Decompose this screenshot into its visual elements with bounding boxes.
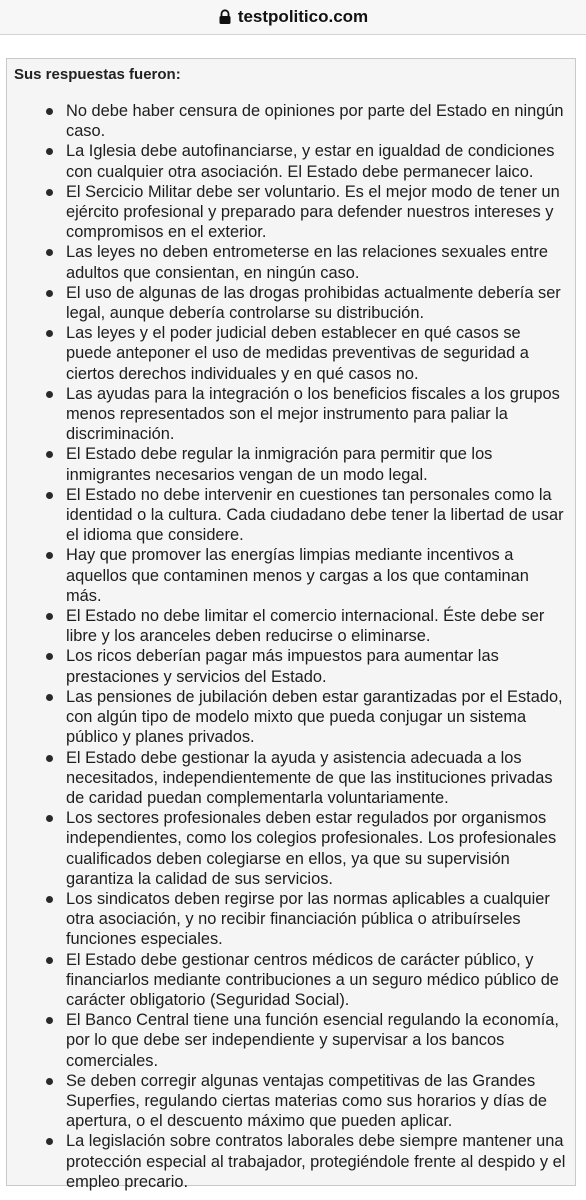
answer-text: El Estado debe gestionar centros médicos de carácter público, y financiarlos mediante contribuciones a un seguro médico público de carácter obligatorio (Seguridad Social). [66, 950, 559, 1009]
answer-item [7, 748, 577, 809]
answer-item [7, 545, 577, 606]
bullet-icon [46, 896, 53, 903]
answer-item [7, 182, 577, 243]
answer-item [7, 646, 577, 686]
answer-item [7, 808, 577, 889]
answer-text: No debe haber censura de opiniones por parte del Estado en ningún caso. [66, 102, 564, 141]
answer-item [7, 1010, 577, 1071]
answer-text: Los sectores profesionales deben estar regulados por organismos independientes, como los colegios profesionales. Los profesionales cualificados deben colegiarse en ellos, ya que su supervisión garantiza la calidad de sus servicios. [66, 809, 557, 888]
answers-heading: Sus respuestas fueron: [14, 66, 181, 83]
bullet-icon [46, 249, 53, 256]
answer-text: El Estado no debe intervenir en cuestiones tan personales como la identidad o la cultura. Cada ciudadano debe tener la libertad de usar el idioma que considere. [66, 485, 564, 545]
bullet-icon [46, 815, 53, 822]
answer-text: El Estado debe gestionar la ayuda y asistencia adecuada a los necesitados, independientemente de que las instituciones privadas de caridad puedan complementarla voluntariamente. [66, 748, 553, 807]
answer-text: Las pensiones de jubilación deben estar garantizadas por el Estado, con algún tipo de modelo mixto que pueda conjugar un sistema público y planes privados. [66, 687, 563, 747]
url-text: testpolitico.com [237, 7, 369, 26]
answer-item [7, 485, 577, 546]
url-display[interactable] [218, 7, 368, 27]
answer-text: Los ricos deberían pagar más impuestos para aumentar las prestaciones y servicios del Estado. [66, 647, 499, 686]
answer-text: Los sindicatos deben regirse por las normas aplicables a cualquier otra asociación, y no recibir financiación pública o atribuírseles funciones especiales. [66, 889, 550, 949]
bullet-icon [46, 189, 53, 196]
answer-item [7, 444, 577, 484]
answer-text: Las leyes no deben entrometerse en las relaciones sexuales entre adultos que consientan, en ningún caso. [66, 243, 548, 282]
answer-text: La Iglesia debe autofinanciarse, y estar en igualdad de condiciones con cualquier otra asociación. El Estado debe permanecer laico. [66, 142, 555, 181]
bullet-icon [46, 1017, 53, 1024]
answers-panel [6, 58, 576, 1191]
bullet-icon [46, 391, 53, 398]
bullet-icon [46, 148, 53, 155]
bullet-icon [46, 451, 53, 458]
answer-text: La legislación sobre contratos laborales debe siempre mantener una protección especial al trabajador, protegiéndole frente al despido y el empleo precario. [66, 1132, 566, 1191]
bullet-icon [46, 552, 53, 559]
answer-item [7, 384, 577, 445]
bullet-icon [46, 492, 53, 499]
answer-item [7, 606, 577, 646]
answer-item [7, 1131, 577, 1192]
lock-icon [218, 9, 232, 25]
answer-item [7, 323, 577, 384]
answer-text: El Estado debe regular la inmigración para permitir que los inmigrantes necesarios vengan de un modo legal. [66, 445, 493, 484]
answer-item [7, 687, 577, 748]
answer-item [7, 1071, 577, 1132]
answer-text: El Banco Central tiene una función esencial regulando la economía, por lo que debe ser independiente y supervisar a los bancos comerciales. [66, 1011, 559, 1070]
answers-list [7, 101, 577, 1192]
bullet-icon [46, 694, 53, 701]
answer-text: El Estado no debe limitar el comercio internacional. Éste debe ser libre y los aranceles deben reducirse o eliminarse. [66, 607, 545, 646]
bullet-icon [46, 290, 53, 297]
bullet-icon [46, 613, 53, 620]
bullet-icon [46, 755, 53, 762]
answer-item [7, 101, 577, 141]
bullet-icon [46, 108, 53, 115]
answer-text: El Sercicio Militar debe ser voluntario. Es el mejor modo de tener un ejército profesional y preparado para defender nuestros intereses y compromisos en el exterior. [66, 182, 560, 242]
answer-item [7, 283, 577, 323]
answer-text: Se deben corregir algunas ventajas competitivas de las Grandes Superfies, regulando ciertas materias como sus horarios y días de apertura, o el descuento máximo que pueden aplicar. [66, 1071, 548, 1131]
answer-text: Las ayudas para la integración o los beneficios fiscales a los grupos menos representados son el mejor instrumento para paliar la discriminación. [66, 384, 560, 444]
answer-item [7, 889, 577, 950]
bullet-icon [46, 653, 53, 660]
answer-text: Hay que promover las energías limpias mediante incentivos a aquellos que contaminen menos y cargas a los que contaminan más. [66, 546, 529, 605]
answer-item [7, 950, 577, 1011]
bullet-icon [46, 1078, 53, 1085]
answer-item [7, 141, 577, 181]
answer-item [7, 242, 577, 282]
bullet-icon [46, 1138, 53, 1145]
answer-text: Las leyes y el poder judicial deben establecer en qué casos se puede anteponer el uso de medidas preventivas de seguridad a ciertos derechos individuales y en qué casos no. [66, 324, 529, 383]
answer-text: El uso de algunas de las drogas prohibidas actualmente debería ser legal, aunque debería controlarse su distribución. [66, 283, 561, 323]
browser-address-bar[interactable] [0, 0, 586, 35]
bullet-icon [46, 957, 53, 964]
bullet-icon [46, 330, 53, 337]
